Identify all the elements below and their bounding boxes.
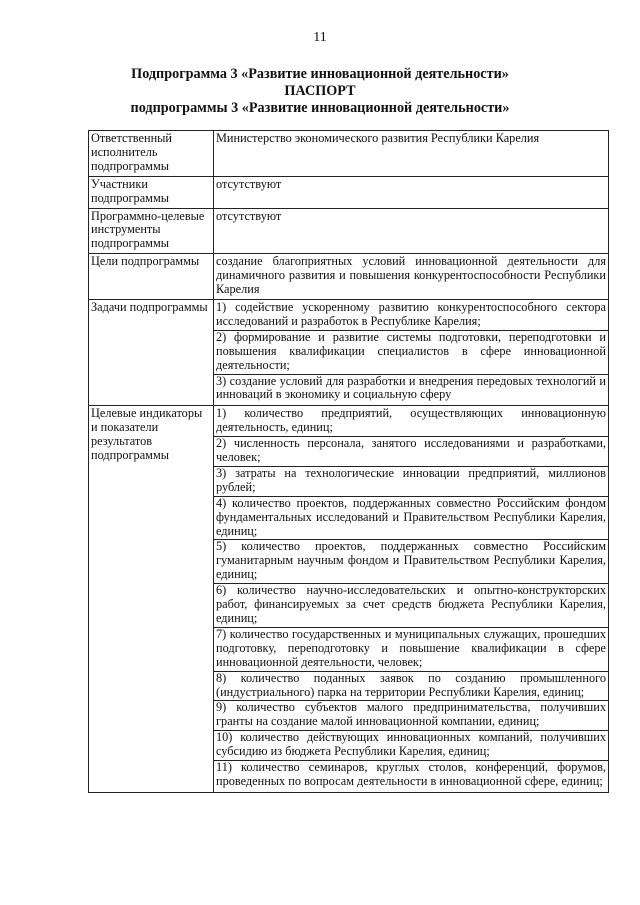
row-value-goals: создание благоприятных условий инновационной деятельности для динамичного развития и повышения конкурентоспособности Республики Карелия	[214, 254, 609, 300]
table-row	[89, 208, 609, 254]
row-label-goals: Цели подпрограммы	[89, 254, 214, 300]
indicator-item: 6) количество научно-исследовательских и опытно-конструкторских работ, финансируемых за счет средств бюджета Республики Карелия, единиц;	[214, 584, 608, 628]
passport-table	[88, 130, 609, 793]
passport-heading: ПАСПОРТ	[284, 83, 356, 99]
indicator-item: 2) численность персонала, занятого исследованиями и разработками, человек;	[214, 437, 608, 467]
indicator-item: 9) количество субъектов малого предпринимательства, получивших гранты на создание малой инновационной компании, единиц;	[214, 701, 608, 731]
indicator-item: 1) количество предприятий, осуществляющих инновационную деятельность, единиц;	[214, 407, 608, 437]
row-label-participants: Участники подпрограммы	[89, 176, 214, 208]
row-label-responsible: Ответственный исполнитель подпрограммы	[89, 131, 214, 177]
table-row	[89, 299, 609, 405]
row-label-instruments: Программно-целевые инструменты подпрограммы	[89, 208, 214, 254]
table-row	[89, 406, 609, 793]
row-value-participants: отсутствуют	[214, 176, 609, 208]
row-label-tasks: Задачи подпрограммы	[89, 299, 214, 405]
indicator-item: 8) количество поданных заявок по созданию промышленного (индустриального) парка на территории Республики Карелия, единиц;	[214, 672, 608, 702]
table-row	[89, 254, 609, 300]
task-item: 3) создание условий для разработки и внедрения передовых технологий и инноваций в экономику и социальную сферу	[216, 373, 606, 402]
task-item: 1) содействие ускоренному развитию конкурентоспособного сектора исследований и разработок в Республике Карелия;	[214, 301, 608, 331]
row-label-indicators: Целевые индикаторы и показатели результатов подпрограммы	[89, 406, 214, 793]
indicator-item: 4) количество проектов, поддержанных совместно Российским фондом фундаментальных исследований и Правительством Республики Карелия, единиц;	[214, 497, 608, 541]
indicator-item: 11) количество семинаров, круглых столов, конференций, форумов, проведенных по вопросам деятельности в инновационной сфере, единиц;	[216, 760, 606, 788]
table-row	[89, 131, 609, 177]
table-row	[89, 176, 609, 208]
indicator-item: 5) количество проектов, поддержанных совместно Российским гуманитарным научным фондом и Правительством Республики Карелия, единиц;	[214, 540, 608, 584]
row-value-instruments: отсутствуют	[214, 208, 609, 254]
row-value-indicators	[214, 406, 609, 793]
row-value-tasks	[214, 299, 609, 405]
indicator-item: 7) количество государственных и муниципальных служащих, прошедших подготовку, переподготовку и повышение квалификации в сфере инновационной деятельности, человек;	[214, 628, 608, 672]
row-value-responsible: Министерство экономического развития Республики Карелия	[214, 131, 609, 177]
task-item: 2) формирование и развитие системы подготовки, переподготовки и повышения квалификации специалистов в сфере инновационной деятельности;	[214, 331, 608, 375]
indicator-item: 10) количество действующих инновационных компаний, получивших субсидию из бюджета Республики Карелия, единиц;	[214, 731, 608, 761]
indicator-item: 3) затраты на технологические инновации предприятий, миллионов рублей;	[214, 467, 608, 497]
page-number: 11	[313, 30, 327, 45]
passport-subheading: подпрограммы 3 «Развитие инновационной деятельности»	[130, 100, 510, 116]
subprogram-title: Подпрограмма 3 «Развитие инновационной деятельности»	[131, 66, 509, 82]
